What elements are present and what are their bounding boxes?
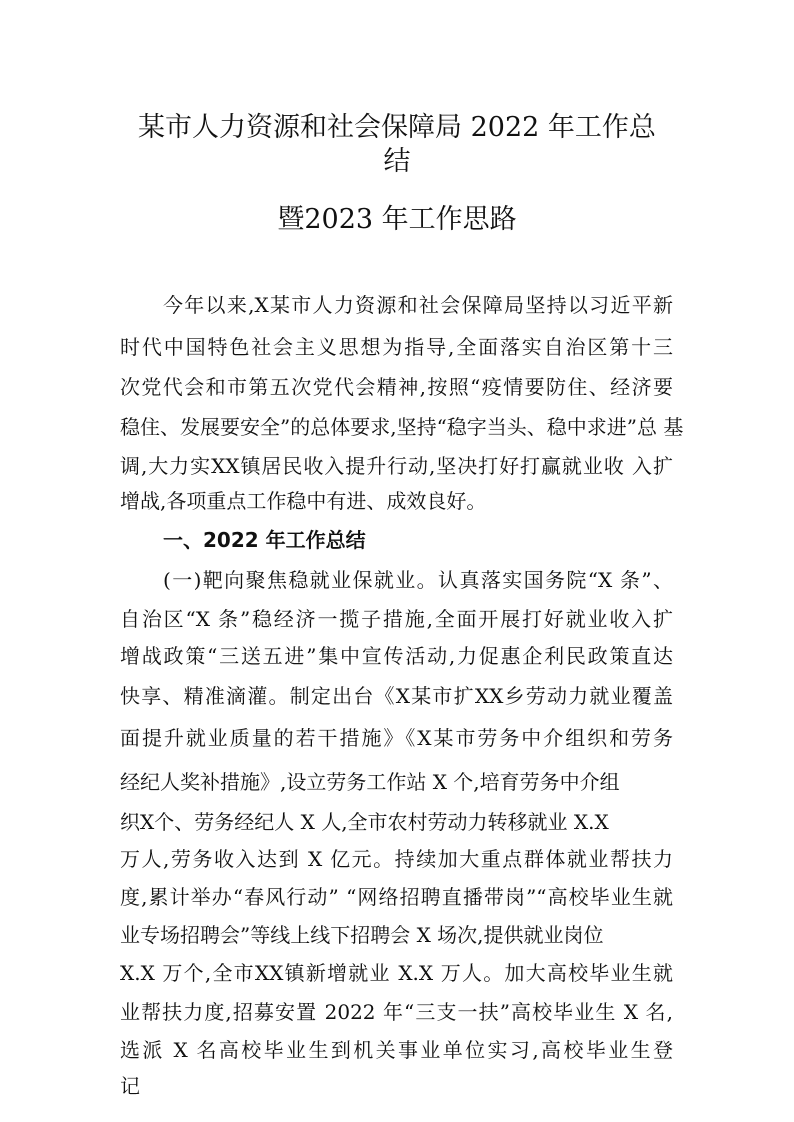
text-line: 调,大力实XX镇居民收入提升行动,坚决打好打赢就业收 入扩	[120, 454, 673, 478]
text-line: 记	[120, 1074, 140, 1098]
text-line: (一)靶向聚焦稳就业保就业。认真落实国务院“X 条”、	[163, 568, 673, 592]
text-line: 选派 X 名高校毕业生到机关事业单位实习,高校毕业生登	[120, 1038, 673, 1062]
text-line: 快享、精准滴灌。制定出台《X某市扩XX乡劳动力就业覆盖	[120, 684, 673, 708]
text-line: 增战,各项重点工作稳中有进、成效良好。	[120, 489, 487, 513]
text-line: 自治区“X 条”稳经济一揽子措施,全面开展打好就业收入扩	[120, 607, 673, 631]
document-subtitle: 暨2023 年工作思路	[277, 204, 517, 235]
text-line: 万人,劳务收入达到 X 亿元。持续加大重点群体就业帮扶力	[120, 847, 673, 871]
text-line: 时代中国特色社会主义思想为指导,全面落实自治区第十三	[120, 335, 673, 359]
text-line: 织X个、劳务经纪人 X 人,全市农村劳动力转移就业 X.X	[120, 810, 609, 834]
text-line: 增战政策“三送五进”集中宣传活动,力促惠企利民政策直达	[120, 644, 673, 668]
document-title-line1: 某市人力资源和社会保障局 2022 年工作总	[138, 112, 656, 143]
text-line: 经纪人奖补措施》,设立劳务工作站 X 个,培育劳务中介组	[120, 770, 620, 794]
text-line: 业专场招聘会”等线上线下招聘会 X 场次,提供就业岗位	[120, 923, 604, 947]
text-line: 稳住、发展要安全”的总体要求,坚持“稳字当头、稳中求进”总 基	[120, 415, 684, 439]
text-line: X.X 万个,全市XX镇新增就业 X.X 万人。加大高校毕业生就	[120, 961, 673, 985]
section-heading: 一、2022 年工作总结	[163, 528, 366, 552]
document-title-line2: 结	[383, 146, 411, 177]
text-line: 面提升就业质量的若干措施》《X某市劳务中介组织和劳务	[120, 726, 673, 750]
text-line: 业帮扶力度,招募安置 2022 年“三支一扶”高校毕业生 X 名,	[120, 1000, 673, 1024]
text-line: 度,累计举办“春风行动” “网络招聘直播带岗”“高校毕业生就	[120, 885, 673, 909]
text-line: 今年以来,X某市人力资源和社会保障局坚持以习近平新	[163, 293, 673, 317]
text-line: 次党代会和市第五次党代会精神,按照“疫情要防住、经济要	[120, 375, 673, 399]
